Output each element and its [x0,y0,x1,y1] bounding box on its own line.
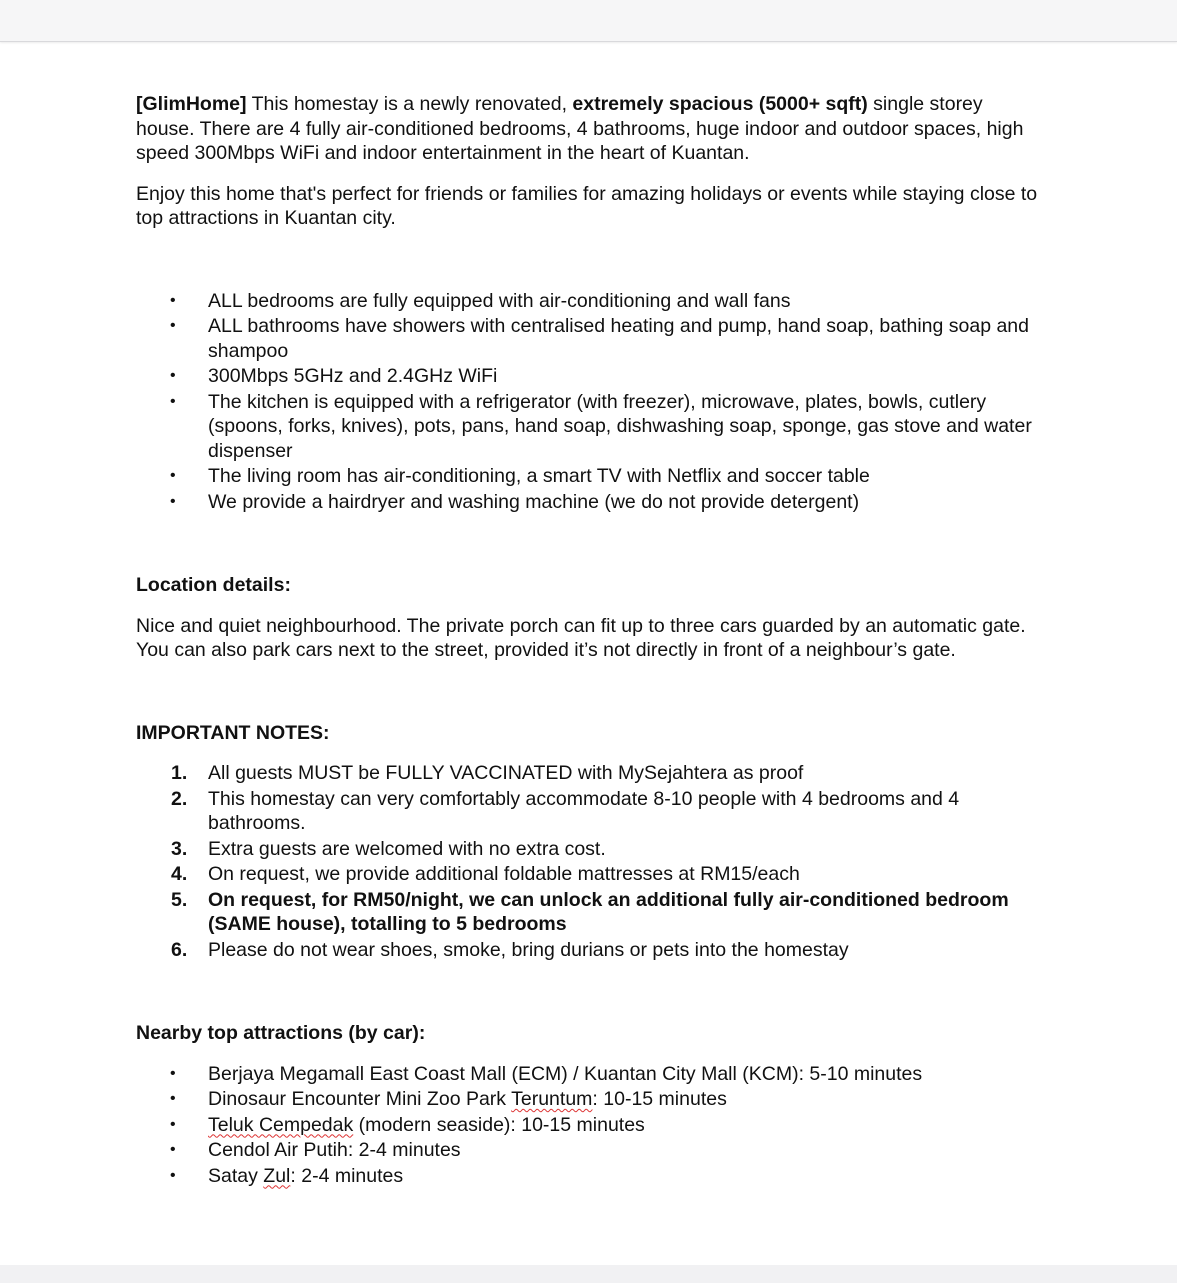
list-item [136,364,1046,389]
bullet-marker: • [170,291,176,309]
intro-text-1: This homestay is a newly renovated, [246,93,573,115]
notes-list [136,761,1046,962]
list-item-text: On request, for RM50/night, we can unlock an additional fully air-conditioned bedroom (SAME house), totalling to 5 bedrooms [208,888,1009,935]
enjoy-paragraph: Enjoy this home that's perfect for friends or families for amazing holidays or events while staying close to top attractions in Kuantan city. [136,182,1038,229]
list-item-text: : 2-4 minutes [290,1164,404,1187]
list-item [136,464,1046,489]
list-item-text: We provide a hairdryer and washing machine (we do not provide detergent) [208,490,860,513]
bullet-marker: • [170,1090,176,1107]
list-item-text: : 10-15 minutes [592,1088,727,1110]
list-number: 1. [171,762,188,784]
document-toolbar-strip [0,0,1177,42]
spacer [136,663,1046,721]
list-item-text: Extra guests are welcomed with no extra cost. [208,837,606,860]
spellcheck-flagged-word[interactable]: Teruntum [511,1088,593,1110]
list-item [136,314,1046,363]
bullet-marker: • [170,1141,176,1158]
attractions-list [136,1062,1046,1189]
bullet-marker: • [170,392,176,410]
bullet-marker: • [170,1115,176,1133]
list-item [136,390,1046,464]
spellcheck-flagged-word[interactable]: Teluk Cempedak [208,1113,354,1136]
location-heading: Location details: [136,574,291,596]
list-item-text: This homestay can very comfortably accommodate 8-10 people with 4 bedrooms and 4 bathrooms. [208,787,960,834]
list-item [136,888,1046,937]
list-number: 2. [171,787,188,810]
list-item [136,837,1046,862]
document-footer-strip [0,1265,1177,1283]
list-item [136,938,1046,963]
list-item-text: ALL bedrooms are fully equipped with air-conditioning and wall fans [208,289,791,312]
list-item [136,1113,1046,1138]
list-number: 4. [171,863,188,885]
notes-heading: IMPORTANT NOTES: [136,721,330,744]
document-page [136,92,1046,1189]
list-number: 3. [171,837,188,860]
intro-paragraph [136,92,1046,166]
bullet-marker: • [170,1064,176,1082]
list-item-text: The living room has air-conditioning, a smart TV with Netflix and soccer table [208,465,870,487]
list-item-text: 300Mbps 5GHz and 2.4GHz WiFi [208,365,498,387]
spacer [136,231,1046,289]
list-item-text: Dinosaur Encounter Mini Zoo Park [208,1088,512,1110]
brand-name: [GlimHome] [136,93,247,115]
bullet-marker: • [170,317,176,334]
list-item [136,490,1046,515]
list-item [136,289,1046,314]
list-number: 6. [171,938,188,961]
list-item [136,1138,1046,1163]
list-item [136,1164,1046,1189]
list-item-text: All guests MUST be FULLY VACCINATED with MySejahtera as proof [208,762,804,784]
list-item-text: Berjaya Megamall East Coast Mall (ECM) / Kuantan City Mall (KCM): 5-10 minutes [208,1062,923,1085]
list-item-text: The kitchen is equipped with a refrigerator (with freezer), microwave, plates, bowls, cutlery (spoons, forks, knives), pots, pans, hand soap, dishwashing soap, sponge, gas stove and water dispenser [208,390,1032,462]
list-item [136,1087,1046,1112]
bullet-marker: • [170,1166,176,1184]
list-item [136,862,1046,887]
list-number: 5. [171,888,188,911]
list-item-text: (modern seaside): 10-15 minutes [353,1113,645,1136]
list-item-text: Satay [208,1164,264,1187]
bullet-marker: • [170,467,176,484]
intro-highlight: extremely spacious (5000+ sqft) [572,93,868,115]
bullet-marker: • [170,492,176,510]
location-paragraph: Nice and quiet neighbourhood. The private porch can fit up to three cars guarded by an automatic gate. You can also park cars next to the street, provided it’s not directly in front of a neighbour’s gate. [136,614,1026,661]
list-item-text: Please do not wear shoes, smoke, bring durians or pets into the homestay [208,938,849,961]
list-item [136,761,1046,786]
amenities-list [136,289,1046,515]
list-item-text: Cendol Air Putih: 2-4 minutes [208,1139,461,1161]
spacer [136,963,1046,1021]
list-item [136,787,1046,836]
spacer [136,515,1046,573]
attractions-heading: Nearby top attractions (by car): [136,1022,426,1044]
intro-text-2: single storey house. There are 4 fully air-conditioned bedrooms, 4 bathrooms, huge indoor and outdoor spaces, high speed 300Mbps WiFi and indoor entertainment in the heart of Kuantan. [136,93,1024,164]
bullet-marker: • [170,367,176,384]
list-item-text: ALL bathrooms have showers with centralised heating and pump, hand soap, bathing soap and shampoo [208,315,1029,362]
list-item-text: On request, we provide additional foldable mattresses at RM15/each [208,863,800,885]
spellcheck-flagged-word[interactable]: Zul [263,1164,291,1187]
list-item [136,1062,1046,1087]
